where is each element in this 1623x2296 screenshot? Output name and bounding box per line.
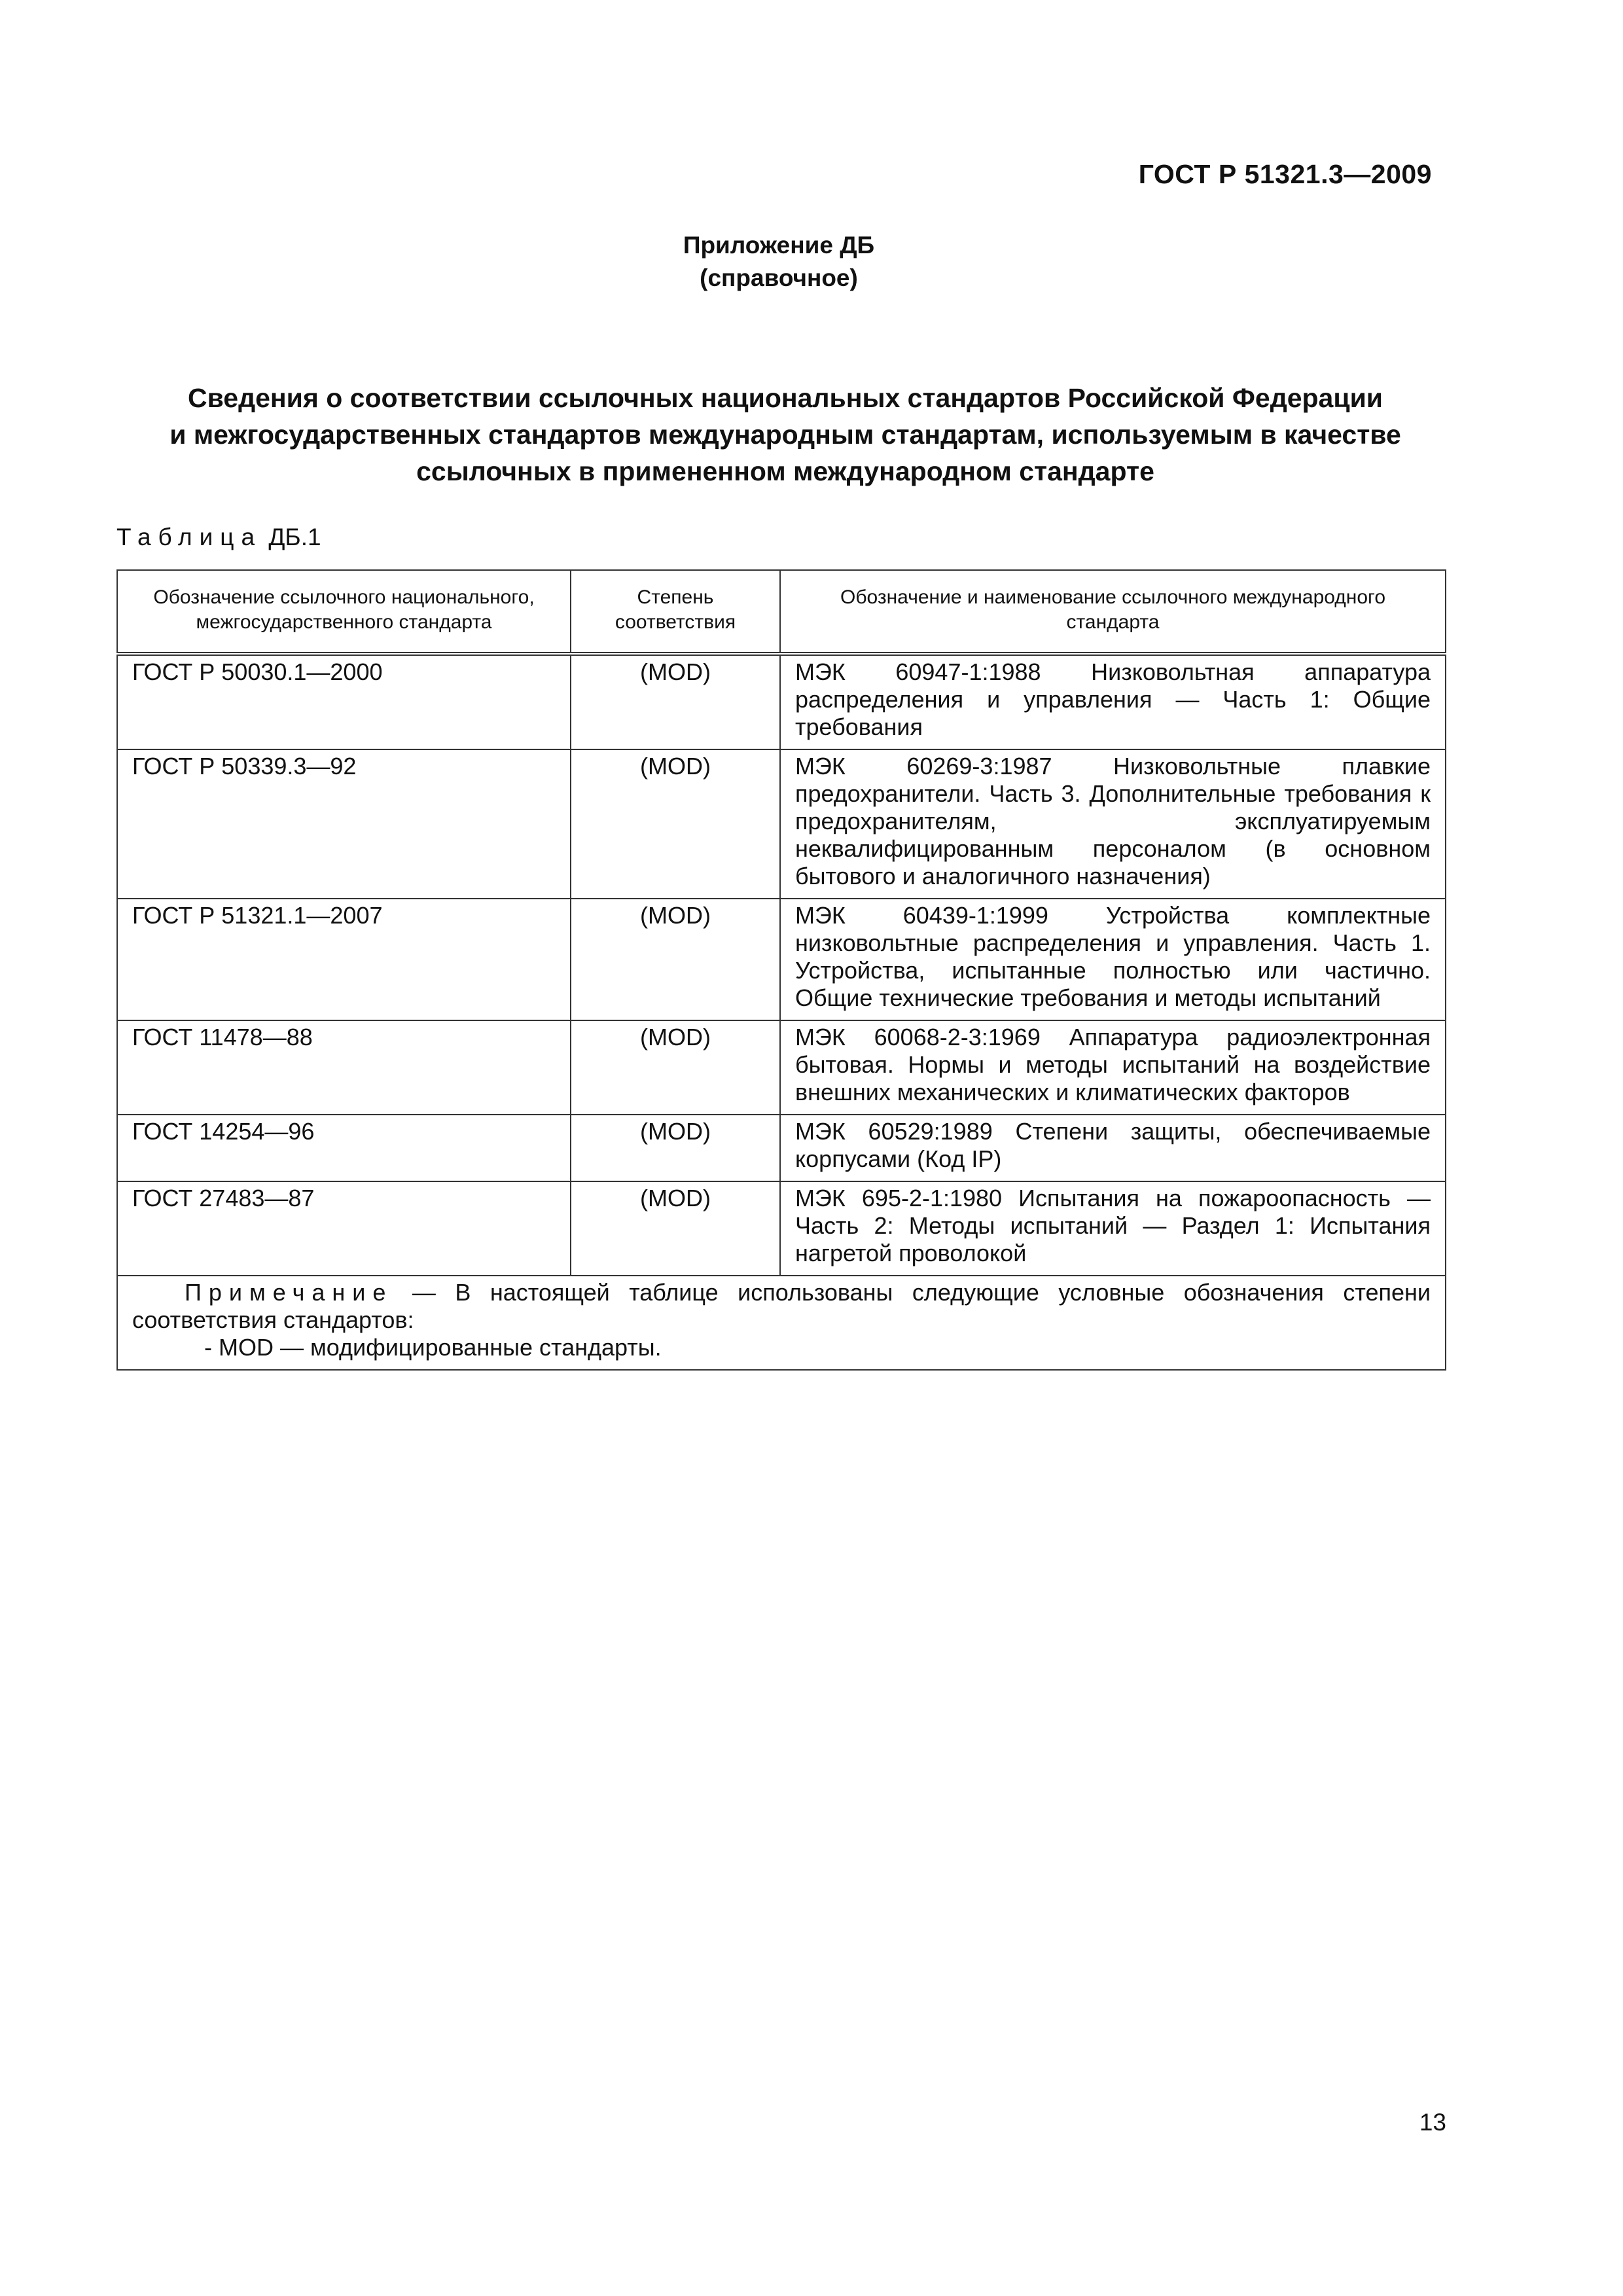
header-national-standard: Обозначение ссылочного национального, межгосударственного стандарта xyxy=(117,570,571,654)
table-row xyxy=(117,899,1446,1020)
national-standard-code: ГОСТ 27483—87 xyxy=(117,1181,571,1276)
international-standard: МЭК 60068-2-3:1969 Аппаратура радиоэлектронная бытовая. Нормы и методы испытаний на воздействие внешних механических и климатических факторов xyxy=(780,1020,1446,1115)
national-standard-code: ГОСТ 11478—88 xyxy=(117,1020,571,1115)
table-note xyxy=(117,1276,1446,1370)
table-row xyxy=(117,1020,1446,1115)
table-note-row xyxy=(117,1276,1446,1370)
header-degree: Степень соответствия xyxy=(571,570,780,654)
degree-of-correspondence: (MOD) xyxy=(571,654,780,749)
international-standard: МЭК 60529:1989 Степени защиты, обеспечиваемые корпусами (Код IP) xyxy=(780,1115,1446,1181)
table-row xyxy=(117,1181,1446,1276)
appendix-subtitle: (справочное) xyxy=(700,264,858,291)
header-international-standard: Обозначение и наименование ссылочного международного стандарта xyxy=(780,570,1446,654)
note-text: — В настоящей таблице использованы следующие условные обозначения степени соответствия стандартов: xyxy=(132,1279,1431,1333)
international-standard: МЭК 60439-1:1999 Устройства комплектные низковольтные распределения и управления. Часть 1. Устройства, испытанные полностью или частично. Общие технические требования и методы испытаний xyxy=(780,899,1446,1020)
national-standard-code: ГОСТ Р 51321.1—2007 xyxy=(117,899,571,1020)
section-title-line-3: ссылочных в примененном международном стандарте xyxy=(416,456,1154,486)
table-header-row xyxy=(117,570,1446,654)
table-caption-number: ДБ.1 xyxy=(268,524,321,550)
national-standard-code: ГОСТ Р 50030.1—2000 xyxy=(117,654,571,749)
table-row xyxy=(117,749,1446,899)
section-title-line-2: и межгосударственных стандартов международным стандартам, используемым в качестве xyxy=(169,420,1401,450)
degree-of-correspondence: (MOD) xyxy=(571,1181,780,1276)
degree-of-correspondence: (MOD) xyxy=(571,749,780,899)
table-row xyxy=(117,654,1446,749)
note-item: - MOD — модифицированные стандарты. xyxy=(204,1334,662,1361)
correspondence-table xyxy=(116,569,1446,1371)
degree-of-correspondence: (MOD) xyxy=(571,1020,780,1115)
degree-of-correspondence: (MOD) xyxy=(571,899,780,1020)
note-paragraph xyxy=(132,1279,1431,1334)
table-row xyxy=(117,1115,1446,1181)
section-title xyxy=(131,380,1440,490)
international-standard: МЭК 60947-1:1988 Низковольтная аппаратура распределения и управления — Часть 1: Общие требования xyxy=(780,654,1446,749)
national-standard-code: ГОСТ Р 50339.3—92 xyxy=(117,749,571,899)
note-label: Примечание xyxy=(185,1279,393,1306)
appendix-heading xyxy=(0,229,1558,295)
page-number: 13 xyxy=(1419,2109,1446,2136)
table-caption-word: Таблица xyxy=(116,524,262,550)
national-standard-code: ГОСТ 14254—96 xyxy=(117,1115,571,1181)
international-standard: МЭК 60269-3:1987 Низковольтные плавкие предохранители. Часть 3. Дополнительные требования к предохранителям, эксплуатируемым неквалифицированным персоналом (в основном бытового и аналогичного назначения) xyxy=(780,749,1446,899)
degree-of-correspondence: (MOD) xyxy=(571,1115,780,1181)
document-code: ГОСТ Р 51321.3—2009 xyxy=(1138,159,1432,189)
section-title-line-1: Сведения о соответствии ссылочных национальных стандартов Российской Федерации xyxy=(188,383,1383,413)
international-standard: МЭК 695-2-1:1980 Испытания на пожароопасность — Часть 2: Методы испытаний — Раздел 1: Испытания нагретой проволокой xyxy=(780,1181,1446,1276)
table-caption xyxy=(116,524,321,551)
appendix-title: Приложение ДБ xyxy=(683,232,875,259)
